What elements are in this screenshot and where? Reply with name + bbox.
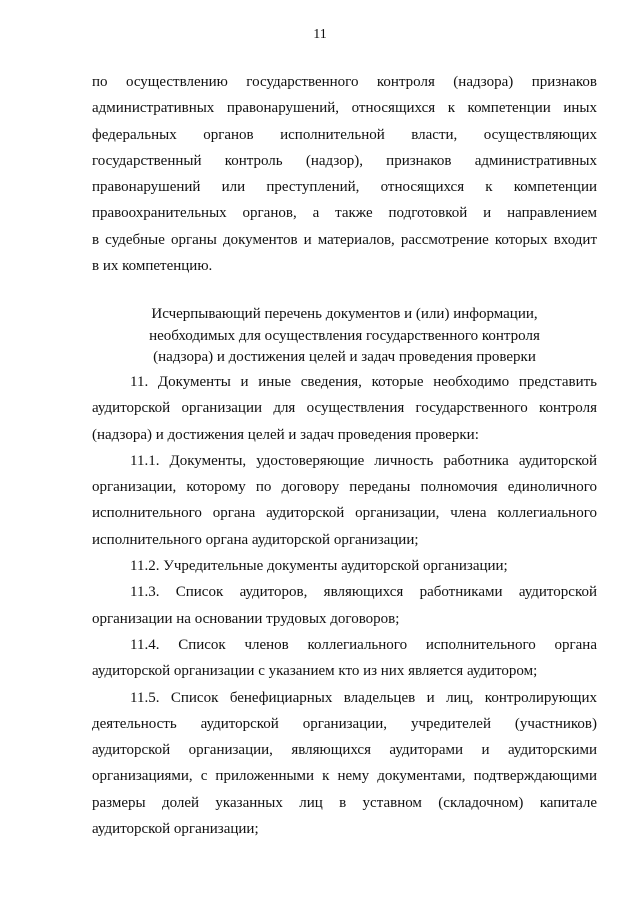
- heading-line: необходимых для осуществления государственного контроля: [149, 327, 540, 344]
- text-line: правоохранительных органов, а также подготовкой и направлением: [92, 205, 597, 222]
- line-text: организации, которому по договору переданы полномочия единоличного: [92, 479, 597, 496]
- line-text: (надзора) и достижения целей и задач проведения проверки:: [92, 426, 479, 443]
- text-line: государственный контроль (надзор), признаков административных: [92, 152, 597, 169]
- line-text: 11.3. Список аудиторов, являющихся работниками аудиторской: [130, 584, 597, 601]
- text-line: [92, 606, 597, 632]
- text-line: [92, 763, 597, 789]
- line-text: исполнительного органа аудиторской организации;: [92, 531, 419, 548]
- text-line: правонарушений или преступлений, относящихся к компетенции: [92, 179, 597, 196]
- line-text: деятельность аудиторской организации, учредителей (участников): [92, 715, 597, 732]
- line-text: исполнительного органа аудиторской организации, члена коллегиального: [92, 505, 597, 522]
- text-line: [92, 658, 597, 684]
- text-line: [92, 422, 597, 448]
- line-text: аудиторской организации с указанием кто из них является аудитором;: [92, 663, 538, 680]
- list-item-start-line: [92, 553, 597, 579]
- list-item-start-line: [92, 579, 597, 605]
- text-line: в судебные органы документов и материалов, рассмотрение которых входит: [92, 231, 597, 248]
- line-text: размеры долей указанных лиц в уставном (складочном) капитале: [92, 794, 597, 811]
- text-line: [92, 816, 597, 842]
- intro-paragraph: [92, 69, 597, 279]
- line-text: 11.4. Список членов коллегиального исполнительного органа: [130, 636, 597, 653]
- line-text: аудиторской организации для осуществления государственного контроля: [92, 400, 597, 417]
- text-line: по осуществлению государственного контроля (надзора) признаков: [92, 74, 597, 90]
- text-line: [92, 500, 597, 526]
- line-text: 11.2. Учредительные документы аудиторской организации;: [130, 558, 508, 575]
- line-text: 11.5. Список бенефициарных владельцев и лиц, контролирующих: [130, 689, 597, 706]
- line-text: организациями, с приложенными к нему документами, подтверждающими: [92, 768, 597, 785]
- text-line: федеральных органов исполнительной власти, осуществляющих: [92, 126, 597, 143]
- text-line: в их компетенцию.: [92, 258, 213, 275]
- heading-line: (надзора) и достижения целей и задач проведения проверки: [153, 349, 536, 365]
- line-text: 11. Документы и иные сведения, которые необходимо представить: [130, 374, 597, 390]
- line-text: аудиторской организации;: [92, 821, 259, 838]
- text-line: [92, 474, 597, 500]
- list-item-start-line: [92, 448, 597, 474]
- text-line: [92, 527, 597, 553]
- section-heading: [92, 304, 597, 369]
- text-line: [92, 711, 597, 737]
- text-line: административных правонарушений, относящихся к компетенции иных: [92, 100, 597, 117]
- text-line: [92, 395, 597, 421]
- text-line: [92, 737, 597, 763]
- list-item-start-line: [92, 369, 597, 395]
- document-list-body: [92, 369, 597, 842]
- list-item-start-line: [92, 632, 597, 658]
- page-number: 11: [313, 27, 327, 42]
- list-item-start-line: [92, 685, 597, 711]
- line-text: организации на основании трудовых договоров;: [92, 610, 400, 627]
- line-text: аудиторской организации, являющихся аудиторами и аудиторскими: [92, 742, 597, 759]
- line-text: 11.1. Документы, удостоверяющие личность работника аудиторской: [130, 452, 597, 469]
- heading-line: Исчерпывающий перечень документов и (или) информации,: [151, 306, 538, 322]
- text-line: [92, 790, 597, 816]
